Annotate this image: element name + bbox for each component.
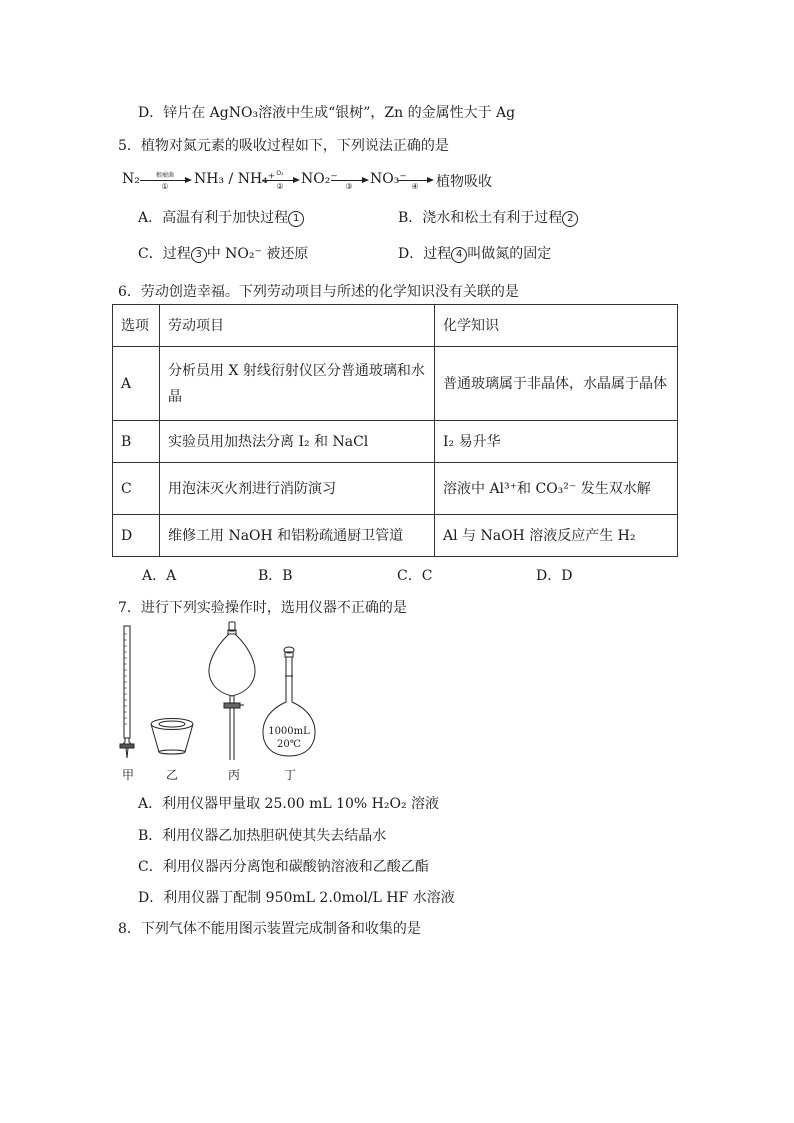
arrow2-top-label: O₂	[276, 170, 284, 177]
row-b-project: 实验员用加热法分离 I₂ 和 NaCl	[160, 421, 435, 463]
arrow2-bottom-label: ②	[276, 182, 284, 191]
row-d-option: D	[113, 515, 160, 557]
q5-option-d	[398, 243, 551, 263]
q7-option-c: C．利用仪器丙分离饱和碳酸钠溶液和乙酸乙酯	[138, 859, 429, 875]
caption-yi: 乙	[166, 768, 179, 782]
table-row	[113, 347, 678, 421]
q6-choice-a: A．A	[142, 568, 177, 584]
circled-number-2: 2	[562, 211, 578, 227]
arrow1-top-label: 根瘤菌	[155, 172, 174, 179]
q5-option-d-pre: D．过程	[398, 246, 452, 262]
scheme-nh3: NH₃ / NH₄⁺	[194, 171, 276, 187]
q6-stem: 6．劳动创造幸福。下列劳动项目与所述的化学知识没有关联的是	[118, 284, 519, 300]
row-c-knowledge: 溶液中 Al³⁺和 CO₃²⁻ 发生双水解	[435, 463, 678, 515]
row-c-option: C	[113, 463, 160, 515]
scheme-no2: NO₂⁻	[301, 171, 338, 187]
q6-choice-b: B．B	[258, 568, 293, 584]
row-b-knowledge: I₂ 易升华	[435, 421, 678, 463]
burette-icon	[120, 626, 134, 758]
q7-option-b: B．利用仪器乙加热胆矾使其失去结晶水	[138, 828, 387, 844]
arrow3-bottom-label: ③	[345, 182, 353, 191]
header-option: 选项	[113, 305, 160, 347]
table-row	[113, 421, 678, 463]
q5-option-c-post: 中 NO₂⁻ 被还原	[206, 246, 309, 262]
q5-option-b-text: B．浇水和松土有利于过程	[398, 210, 563, 226]
caption-jia: 甲	[122, 768, 135, 782]
circled-number-1: 1	[288, 211, 304, 227]
arrow-3	[331, 180, 367, 181]
q5-option-b	[398, 207, 578, 227]
circled-number-3: 3	[191, 247, 207, 263]
circled-number-4: 4	[451, 247, 467, 263]
q7-stem: 7．进行下列实验操作时，选用仪器不正确的是	[118, 600, 407, 616]
row-a-knowledge: 普通玻璃属于非晶体，水晶属于晶体	[435, 347, 678, 421]
q6-choice-d: D．D	[536, 568, 573, 584]
arrow-4	[398, 180, 432, 181]
scheme-no3: NO₃⁻	[370, 171, 407, 187]
header-labor-project: 劳动项目	[160, 305, 435, 347]
q5-option-c	[138, 243, 308, 263]
row-c-project: 用泡沫灭火剂进行消防演习	[160, 463, 435, 515]
arrow4-bottom-label: ④	[411, 182, 419, 191]
q5-option-c-pre: C．过程	[138, 246, 191, 262]
table-header-row	[113, 305, 678, 347]
crucible-icon	[151, 719, 193, 755]
row-b-option: B	[113, 421, 160, 463]
q6-choice-c: C．C	[397, 568, 433, 584]
table-row	[113, 463, 678, 515]
caption-bing: 丙	[228, 768, 241, 782]
arrow1-bottom-label: ①	[161, 182, 169, 191]
q7-option-d: D．利用仪器丁配制 950mL 2.0mol/L HF 水溶液	[138, 890, 455, 906]
separatory-funnel-icon	[209, 622, 255, 760]
labor-knowledge-table	[112, 304, 678, 557]
scheme-plant-uptake: 植物吸收	[436, 174, 492, 190]
arrow-2	[262, 180, 298, 181]
header-chemistry-knowledge: 化学知识	[435, 305, 678, 347]
q5-stem: 5．植物对氮元素的吸收过程如下，下列说法正确的是	[118, 138, 449, 154]
q7-option-a: A．利用仪器甲量取 25.00 mL 10% H₂O₂ 溶液	[138, 796, 440, 812]
q8-stem: 8．下列气体不能用图示装置完成制备和收集的是	[118, 921, 421, 937]
q5-option-a-text: A．高温有利于加快过程	[138, 210, 289, 226]
row-d-knowledge: Al 与 NaOH 溶液反应产生 H₂	[435, 515, 678, 557]
flask-temperature-label: 20℃	[277, 739, 301, 750]
scheme-n2: N₂	[122, 171, 140, 187]
row-d-project: 维修工用 NaOH 和铝粉疏通厨卫管道	[160, 515, 435, 557]
row-a-option: A	[113, 347, 160, 421]
caption-ding: 丁	[284, 768, 297, 782]
flask-volume-label: 1000mL	[268, 726, 310, 737]
q4-option-d: D．锌片在 AgNO₃溶液中生成“银树”，Zn 的金属性大于 Ag	[138, 105, 516, 121]
arrow-1	[140, 180, 190, 181]
q5-option-d-post: 叫做氮的固定	[467, 246, 552, 262]
q5-option-a	[138, 207, 304, 227]
table-row	[113, 515, 678, 557]
row-a-project: 分析员用 X 射线衍射仪区分普通玻璃和水晶	[160, 347, 435, 421]
